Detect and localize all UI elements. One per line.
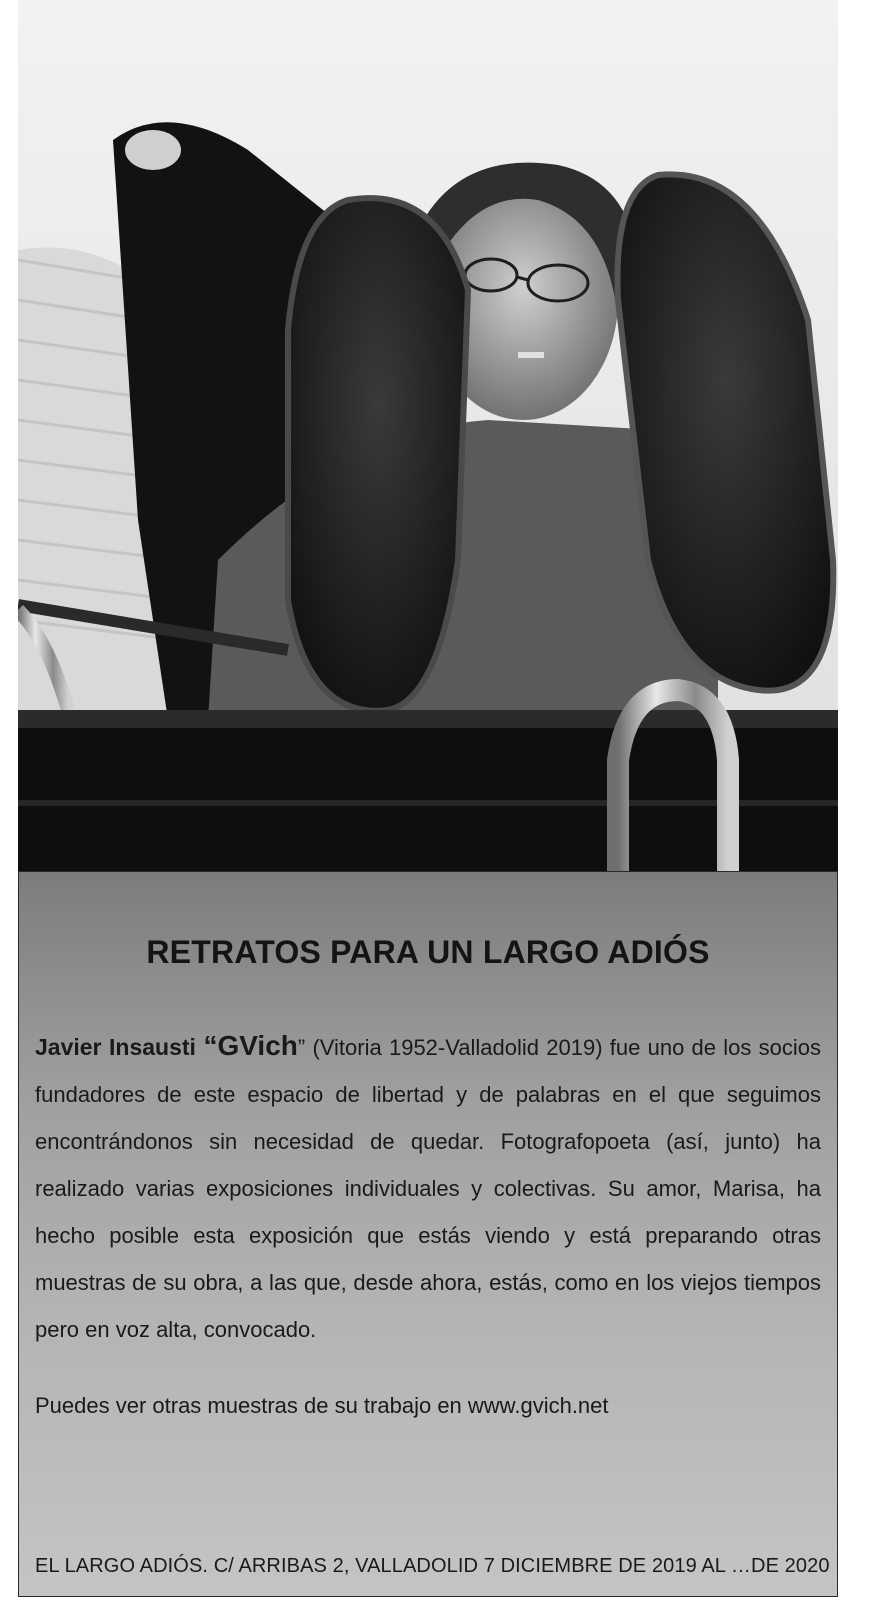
exhibition-title: RETRATOS PARA UN LARGO ADIÓS: [146, 934, 710, 970]
website-line: Puedes ver otras muestras de su trabajo en www.gvich.net: [35, 1393, 609, 1418]
artist-name: Javier Insausti: [35, 1034, 204, 1060]
bio-text: ” (Vitoria 1952-Valladolid 2019) fue uno de los socios fundadores de este espacio de libertad y de palabras en el que seguimos encontrándonos sin necesidad de quedar. Fotografopoeta (así, junto) ha realizado varias exposiciones individuales y colectivas. Su amor, Marisa, ha hecho posible esta exposición que estás viendo y está preparando otras muestras de su obra, a las que, desde ahora, estás, como en los viejos tiempos pero en voz alta, convocado.: [35, 1035, 821, 1342]
artist-nickname: “GVich: [203, 1030, 298, 1061]
exhibition-poster: [18, 0, 838, 1597]
info-panel: [18, 871, 838, 1597]
venue-footer: EL LARGO ADIÓS. C/ ARRIBAS 2, VALLADOLID 7 DICIEMBRE DE 2019 AL …DE 2020: [35, 1555, 830, 1577]
artist-bio: [35, 1022, 821, 1353]
portrait-photo: [18, 0, 838, 872]
portrait-photo-image: [18, 0, 838, 872]
